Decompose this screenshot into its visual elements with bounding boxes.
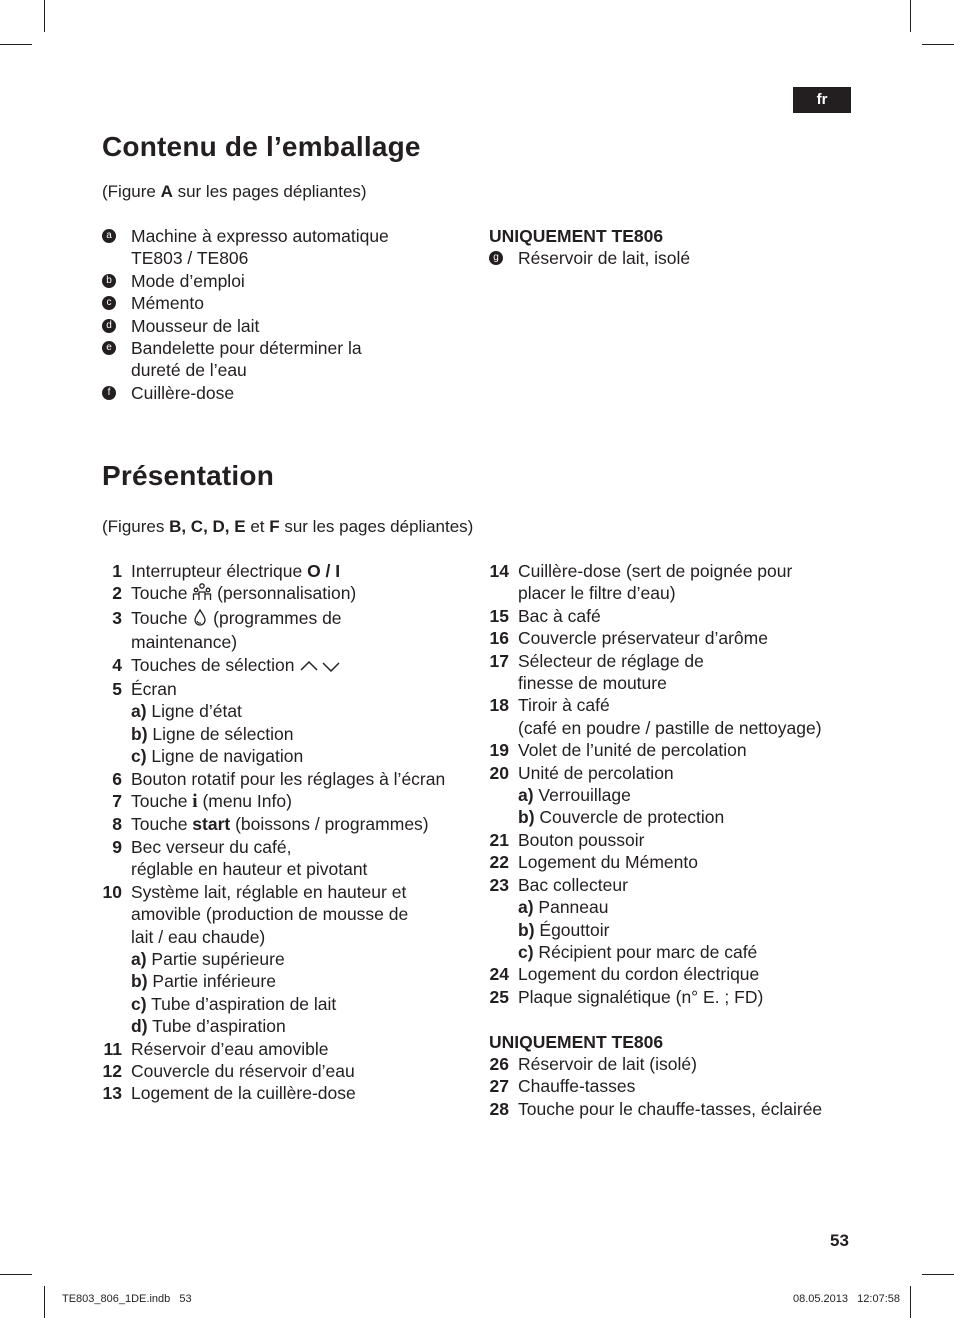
crop-mark: [910, 0, 911, 32]
list-item: f Cuillère-dose: [131, 382, 389, 404]
contents-list-te806: [489, 225, 691, 270]
sub-item: a) Ligne d’état: [131, 701, 242, 722]
section-title-contents: Contenu de l’emballage: [102, 131, 421, 162]
list-item: 21 Bouton poussoir: [489, 829, 645, 850]
sub-item: c) Ligne de navigation: [131, 746, 304, 767]
footer-timestamp: 08.05.2013 12:07:58: [792, 1293, 900, 1305]
list-item: 8 Touche start (boissons / programmes): [112, 814, 429, 835]
crop-mark: [44, 1286, 45, 1318]
sub-item: c) Tube d’aspiration de lait: [131, 993, 337, 1014]
list-item: 13 Logement de la cuillère-dose: [102, 1083, 356, 1104]
sub-item: c) Récipient pour marc de café: [518, 941, 758, 962]
list-item: 15 Bac à café: [489, 605, 601, 626]
list-item: e Bandelette pour déterminer la: [131, 337, 389, 359]
list-item: 2 Touche (personnalisation): [131, 582, 445, 606]
crop-mark: [0, 1274, 32, 1275]
list-item: 22 Logement du Mémento: [489, 852, 698, 873]
letter-badge: a: [102, 229, 116, 243]
list-item-cont: amovible (production de mousse de: [131, 904, 409, 925]
sub-item: d) Tube d’aspiration: [131, 1016, 286, 1037]
ref-text: (Figure: [102, 182, 161, 201]
sub-item: b) Couvercle de protection: [518, 807, 725, 828]
list-item: c Mémento: [131, 292, 389, 314]
model-header: UNIQUEMENT TE806: [489, 1031, 664, 1052]
list-item: b Mode d’emploi: [131, 270, 389, 292]
crop-mark: [910, 1286, 911, 1318]
list-item-cont: (café en poudre / pastille de nettoyage): [518, 717, 822, 738]
letter-badge: g: [489, 251, 503, 265]
personalisation-icon: [192, 583, 212, 606]
list-item-cont: dureté de l’eau: [131, 360, 247, 381]
footer-file: TE803_806_1DE.indb 53: [62, 1293, 192, 1305]
list-item: 26 Réservoir de lait (isolé): [489, 1053, 697, 1074]
list-item: 23 Bac collecteur: [489, 874, 628, 895]
maintenance-drop-icon: [192, 608, 208, 631]
sub-item: a) Partie supérieure: [131, 948, 285, 969]
list-item: 12 Couvercle du réservoir d’eau: [102, 1060, 355, 1081]
list-item: 7 Touche i (menu Info): [112, 791, 292, 813]
list-item: 27 Chauffe-tasses: [489, 1076, 636, 1097]
list-item: 16 Couvercle préservateur d’arôme: [489, 628, 768, 649]
sub-item: b) Partie inférieure: [131, 971, 276, 992]
list-item: 6 Bouton rotatif pour les réglages à l’écran: [112, 768, 446, 789]
list-item: 10 Système lait, réglable en hauteur et: [102, 881, 407, 902]
list-item: 20 Unité de percolation: [489, 762, 674, 783]
letter-badge: c: [102, 296, 116, 310]
list-item: 18 Tiroir à café: [489, 695, 610, 716]
crop-mark: [922, 1274, 954, 1275]
letter-badge: f: [102, 386, 116, 400]
language-tab: fr: [793, 87, 851, 113]
ref-text: sur les pages dépliantes): [172, 182, 367, 201]
list-item-cont: placer le filtre d’eau): [518, 583, 676, 604]
list-item: 3 Touche (programmes de: [131, 607, 445, 631]
list-item: 9 Bec verseur du café,: [112, 836, 292, 857]
sub-item: a) Verrouillage: [518, 785, 631, 806]
page-number: 53: [830, 1231, 849, 1250]
list-item: 14 Cuillère-dose (sert de poignée pour: [489, 561, 793, 581]
list-item-cont: TE803 / TE806: [131, 248, 249, 269]
list-item: a Machine à expresso automatique: [131, 225, 389, 247]
model-header: UNIQUEMENT TE806: [489, 226, 664, 246]
list-item: 1 Interrupteur électrique O / I: [112, 561, 341, 581]
list-item: 25 Plaque signalétique (n° E. ; FD): [489, 986, 764, 1007]
list-item: g Réservoir de lait, isolé: [518, 247, 690, 269]
up-down-arrows-icon: [299, 656, 343, 678]
list-item: 4 Touches de sélection: [131, 654, 445, 678]
crop-mark: [922, 44, 954, 45]
letter-badge: e: [102, 341, 116, 355]
section-title-presentation: Présentation: [102, 460, 274, 491]
letter-badge: b: [102, 274, 116, 288]
list-item-cont: réglable en hauteur et pivotant: [131, 859, 368, 880]
list-item-cont: maintenance): [131, 632, 238, 653]
list-item: 28 Touche pour le chauffe-tasses, éclairée: [489, 1098, 823, 1119]
ref-figure: A: [160, 182, 173, 201]
list-item-cont: finesse de mouture: [518, 673, 667, 694]
figure-reference: [102, 182, 367, 202]
crop-mark: [0, 44, 32, 45]
list-item: 5 Écran: [112, 679, 177, 700]
list-item-cont: lait / eau chaude): [131, 926, 266, 947]
parts-list-right: [489, 560, 823, 1120]
sub-item: a) Panneau: [518, 897, 609, 918]
list-item: 24 Logement du cordon électrique: [489, 964, 760, 985]
list-item: 17 Sélecteur de réglage de: [489, 650, 704, 671]
crop-mark: [44, 0, 45, 32]
info-icon: i: [192, 791, 198, 813]
list-item: 11 Réservoir d’eau amovible: [103, 1038, 329, 1059]
list-item: 19 Volet de l’unité de percolation: [489, 740, 747, 761]
figure-reference: (Figures B, C, D, E et F sur les pages dépliantes): [102, 517, 474, 536]
sub-item: b) Ligne de sélection: [131, 723, 294, 744]
list-item: d Mousseur de lait: [131, 315, 389, 337]
contents-list: [106, 225, 389, 404]
sub-item: b) Égouttoir: [518, 919, 610, 940]
parts-list-left: [102, 560, 446, 1105]
letter-badge: d: [102, 319, 116, 333]
